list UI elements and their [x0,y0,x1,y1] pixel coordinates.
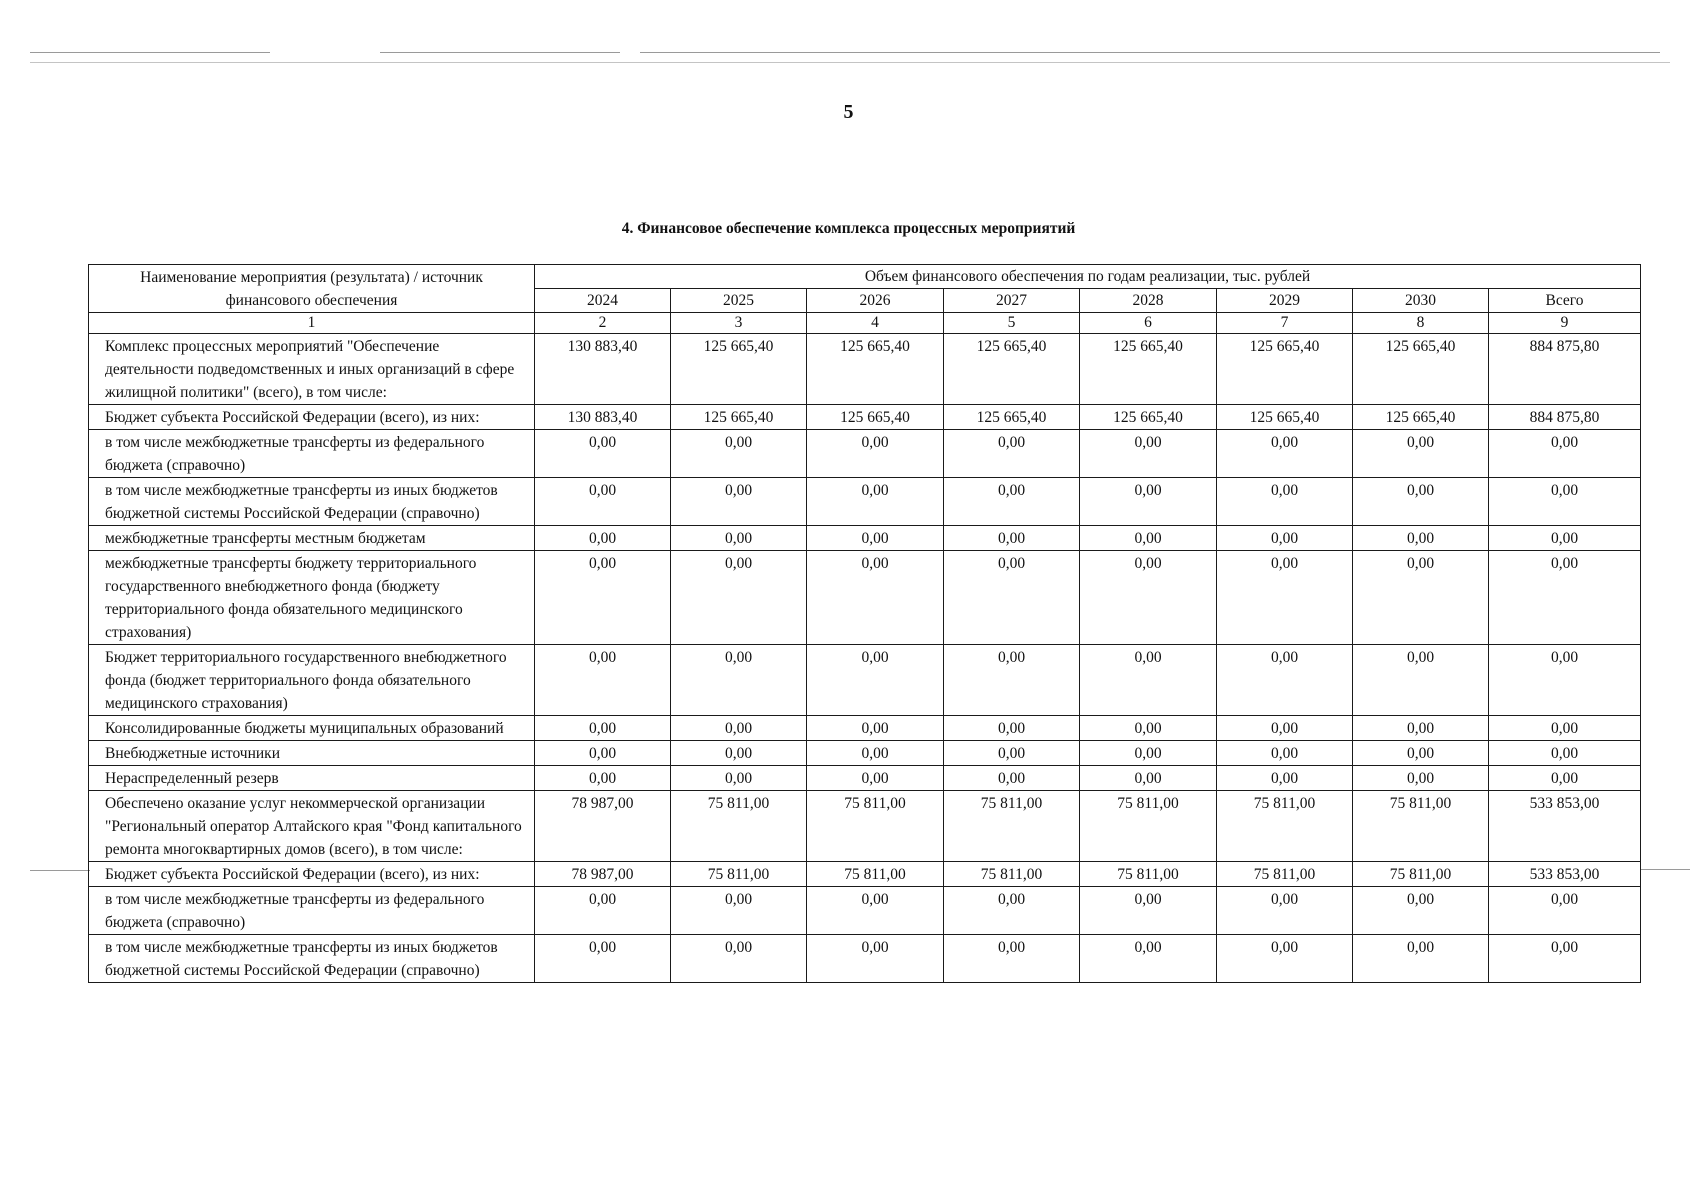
row-value: 0,00 [944,551,1080,645]
page-number: 5 [843,101,854,123]
row-value: 125 665,40 [1217,405,1353,430]
row-value: 0,00 [1217,716,1353,741]
row-value: 0,00 [944,766,1080,791]
row-value: 0,00 [1353,478,1489,526]
row-value: 75 811,00 [944,862,1080,887]
table-row [89,405,1641,430]
row-value: 0,00 [1080,526,1217,551]
row-value: 0,00 [944,478,1080,526]
column-number: 5 [944,313,1080,334]
table-row [89,551,1641,645]
financial-table [88,264,1641,983]
row-value: 130 883,40 [535,405,671,430]
row-value: 0,00 [1217,551,1353,645]
column-number: 9 [1489,313,1641,334]
row-value: 0,00 [944,741,1080,766]
row-value: 125 665,40 [671,405,807,430]
row-value: 0,00 [535,645,671,716]
scan-artifact-line [30,52,270,53]
row-value: 0,00 [1353,887,1489,935]
row-value: 0,00 [1489,645,1641,716]
row-value: 0,00 [1489,935,1641,983]
year-header: 2025 [671,289,807,313]
row-name: Комплекс процессных мероприятий "Обеспечение деятельности подведомственных и иных организаций в сфере жилищной политики" (всего), в том числе: [89,334,535,405]
row-value: 0,00 [807,478,944,526]
row-value: 0,00 [1080,430,1217,478]
row-name: в том числе межбюджетные трансферты из иных бюджетов бюджетной системы Российской Федерации (справочно) [89,478,535,526]
row-value: 0,00 [535,887,671,935]
row-value: 75 811,00 [1217,862,1353,887]
row-value: 0,00 [807,716,944,741]
row-value: 125 665,40 [807,334,944,405]
scan-artifact-line [640,52,1660,53]
row-name: в том числе межбюджетные трансферты из иных бюджетов бюджетной системы Российской Федерации (справочно) [89,935,535,983]
row-name: Бюджет субъекта Российской Федерации (всего), из них: [89,862,535,887]
table-row [89,935,1641,983]
row-value: 0,00 [807,766,944,791]
year-header: 2026 [807,289,944,313]
table-row [89,766,1641,791]
year-header: 2029 [1217,289,1353,313]
row-value: 0,00 [535,551,671,645]
scan-artifact-line [1640,869,1690,870]
row-value: 125 665,40 [1217,334,1353,405]
column-number-row [89,313,1641,334]
row-value: 0,00 [535,526,671,551]
row-value: 0,00 [1080,478,1217,526]
row-name: Консолидированные бюджеты муниципальных образований [89,716,535,741]
row-value: 0,00 [1217,766,1353,791]
row-value: 0,00 [807,645,944,716]
year-header: 2027 [944,289,1080,313]
row-value: 0,00 [1217,478,1353,526]
column-number: 8 [1353,313,1489,334]
row-value: 0,00 [944,526,1080,551]
table-row [89,716,1641,741]
table-row [89,334,1641,405]
row-value: 75 811,00 [1217,791,1353,862]
row-value: 0,00 [1080,766,1217,791]
row-value: 0,00 [807,741,944,766]
row-name: Бюджет территориального государственного внебюджетного фонда (бюджет территориального фонда обязательного медицинского страхования) [89,645,535,716]
row-value: 0,00 [807,935,944,983]
row-value: 0,00 [671,716,807,741]
row-value: 0,00 [1217,887,1353,935]
row-value: 125 665,40 [671,334,807,405]
row-name: Нераспределенный резерв [89,766,535,791]
row-value: 0,00 [671,741,807,766]
row-value: 0,00 [671,645,807,716]
row-value: 75 811,00 [1080,862,1217,887]
row-value: 0,00 [1217,935,1353,983]
row-value: 0,00 [1489,526,1641,551]
row-value: 0,00 [944,430,1080,478]
row-value: 0,00 [535,430,671,478]
section-title: 4. Финансовое обеспечение комплекса процессных мероприятий [621,220,1076,237]
row-value: 0,00 [1353,430,1489,478]
table-row [89,478,1641,526]
scan-artifact-line [380,52,620,53]
row-value: 75 811,00 [671,791,807,862]
row-value: 884 875,80 [1489,334,1641,405]
row-value: 0,00 [944,645,1080,716]
column-number: 1 [89,313,535,334]
row-value: 125 665,40 [807,405,944,430]
row-value: 0,00 [1353,645,1489,716]
column-number: 4 [807,313,944,334]
row-value: 533 853,00 [1489,791,1641,862]
year-header: 2030 [1353,289,1489,313]
row-value: 0,00 [671,478,807,526]
year-header: Всего [1489,289,1641,313]
row-value: 0,00 [1080,741,1217,766]
row-value: 75 811,00 [671,862,807,887]
table-row [89,645,1641,716]
row-value: 75 811,00 [1080,791,1217,862]
row-value: 75 811,00 [1353,862,1489,887]
row-value: 0,00 [807,526,944,551]
row-value: 0,00 [1489,716,1641,741]
row-value: 0,00 [671,887,807,935]
row-value: 0,00 [1353,741,1489,766]
row-value: 0,00 [1489,430,1641,478]
row-name: Бюджет субъекта Российской Федерации (всего), из них: [89,405,535,430]
row-value: 0,00 [1353,526,1489,551]
row-value: 0,00 [1217,430,1353,478]
row-value: 0,00 [1489,478,1641,526]
row-value: 0,00 [535,741,671,766]
row-value: 0,00 [535,766,671,791]
table-row [89,887,1641,935]
year-header: 2028 [1080,289,1217,313]
row-value: 125 665,40 [1353,405,1489,430]
row-value: 0,00 [944,887,1080,935]
table-row [89,526,1641,551]
table-row [89,430,1641,478]
scan-artifact-line [30,870,90,871]
row-value: 0,00 [535,716,671,741]
row-value: 0,00 [1217,526,1353,551]
row-value: 0,00 [1080,645,1217,716]
row-value: 0,00 [671,766,807,791]
row-value: 75 811,00 [944,791,1080,862]
row-value: 0,00 [807,430,944,478]
row-value: 0,00 [671,935,807,983]
row-value: 0,00 [1353,716,1489,741]
column-number: 7 [1217,313,1353,334]
volume-header: Объем финансового обеспечения по годам реализации, тыс. рублей [535,265,1641,289]
row-value: 78 987,00 [535,791,671,862]
row-value: 0,00 [1489,766,1641,791]
row-value: 75 811,00 [1353,791,1489,862]
row-name: в том числе межбюджетные трансферты из федерального бюджета (справочно) [89,887,535,935]
row-value: 0,00 [1217,741,1353,766]
row-value: 533 853,00 [1489,862,1641,887]
row-name: Внебюджетные источники [89,741,535,766]
row-value: 0,00 [1353,551,1489,645]
row-value: 0,00 [1080,935,1217,983]
row-name: межбюджетные трансферты бюджету территориального государственного внебюджетного фонда (бюджету территориального фонда обязательного медицинского страхования) [89,551,535,645]
row-value: 125 665,40 [1353,334,1489,405]
row-value: 0,00 [944,716,1080,741]
row-value: 0,00 [1217,645,1353,716]
row-value: 0,00 [807,551,944,645]
year-header: 2024 [535,289,671,313]
row-value: 0,00 [671,430,807,478]
row-value: 75 811,00 [807,791,944,862]
row-name: Обеспечено оказание услуг некоммерческой организации "Региональный оператор Алтайского края "Фонд капитального ремонта многоквартирных домов (всего), в том числе: [89,791,535,862]
row-value: 130 883,40 [535,334,671,405]
column-number: 3 [671,313,807,334]
row-value: 0,00 [671,551,807,645]
row-value: 0,00 [1353,935,1489,983]
row-name: в том числе межбюджетные трансферты из федерального бюджета (справочно) [89,430,535,478]
row-value: 0,00 [671,526,807,551]
row-value: 75 811,00 [807,862,944,887]
row-value: 0,00 [535,478,671,526]
table-row [89,741,1641,766]
row-value: 125 665,40 [944,405,1080,430]
row-value: 0,00 [1080,887,1217,935]
row-value: 0,00 [535,935,671,983]
scan-artifact-line [30,62,1670,63]
row-value: 0,00 [1080,716,1217,741]
table-row [89,791,1641,862]
column-number: 6 [1080,313,1217,334]
row-value: 0,00 [1489,741,1641,766]
row-value: 0,00 [944,935,1080,983]
row-value: 125 665,40 [1080,334,1217,405]
row-value: 125 665,40 [944,334,1080,405]
column-number: 2 [535,313,671,334]
row-value: 78 987,00 [535,862,671,887]
row-value: 0,00 [1353,766,1489,791]
row-value: 0,00 [1080,551,1217,645]
row-value: 0,00 [1489,551,1641,645]
name-column-header: Наименование мероприятия (результата) / источник финансового обеспечения [89,265,535,313]
row-name: межбюджетные трансферты местным бюджетам [89,526,535,551]
row-value: 125 665,40 [1080,405,1217,430]
row-value: 0,00 [807,887,944,935]
row-value: 0,00 [1489,887,1641,935]
row-value: 884 875,80 [1489,405,1641,430]
table-row [89,862,1641,887]
